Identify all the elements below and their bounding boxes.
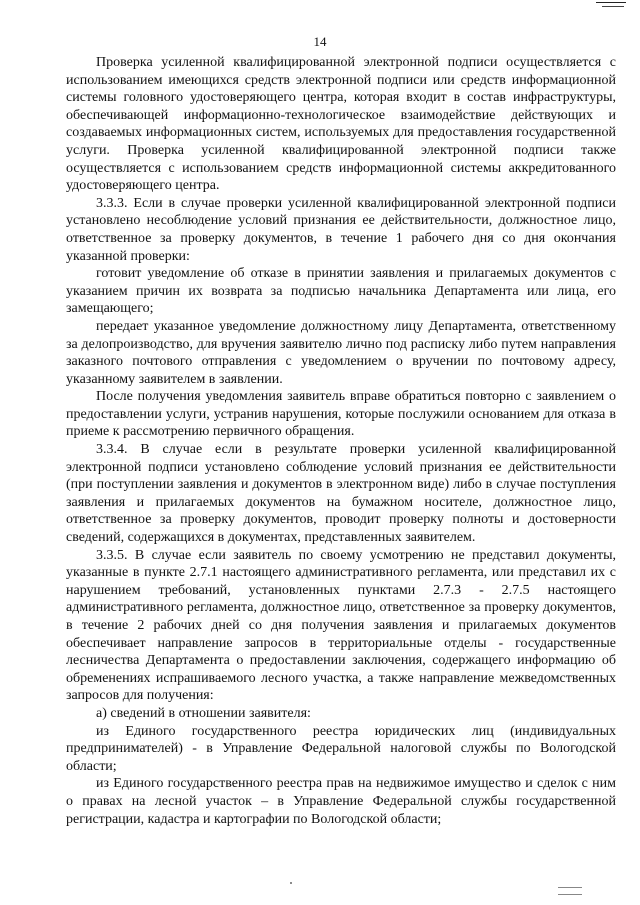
document-body bbox=[66, 54, 616, 828]
page-number: 14 bbox=[313, 34, 327, 49]
paragraph-repeat-application: После получения уведомления заявитель вправе обратиться повторно с заявлением о предоставлении услуги, устранив нарушения, которые послужили основанием для отказа в приеме к рассмотрению первичного обращения. bbox=[66, 389, 616, 440]
paragraph-prepare-notice: готовит уведомление об отказе в принятии заявления и прилагаемых документов с указанием причин их возврата за подписью начальника Департамента или лица, его замещающего; bbox=[66, 266, 616, 317]
paragraph-3-3-4: 3.3.4. В случае если в результате проверки усиленной квалифицированной электронной подписи установлено соблюдение условий признания ее действительности (при поступлении заявления и документов в электронном виде) либо в случае поступления заявления и прилагаемых документов на бумажном носителе, должностное лицо, ответственное за проверку документов, проводит проверку полноты и достоверности сведений, содержащихся в документах, представленных заявителем. bbox=[66, 442, 616, 546]
paragraph-egrul: из Единого государственного реестра юридических лиц (индивидуальных предпринимателей) - в Управление Федеральной налоговой службы по Вологодской области; bbox=[66, 723, 616, 774]
scan-speck bbox=[290, 882, 292, 884]
paragraph-3-3-5: 3.3.5. В случае если заявитель по своему усмотрению не представил документы, указанные в пункте 2.7.1 настоящего административного регламента, или представил их с нарушением требований, установленных пунктами 2.7.3 - 2.7.5 настоящего административного регламента, должностное лицо, ответственное за проверку документов, в течение 2 рабочих дней со дня получения заявления и прилагаемых документов обеспечивает направление запросов в территориальные отделы - государственные лесничества Департамента о предоставлении заключения, содержащего информацию об обременениях испрашиваемого лесного участка, а также направление межведомственных запросов для получения: bbox=[66, 547, 616, 704]
paragraph-3-3-3: 3.3.3. Если в случае проверки усиленной квалифицированной электронной подписи установлено несоблюдение условий признания ее действительности, должностное лицо, ответственное за проверку документов, в течение 1 рабочего дня со дня окончания указанной проверки: bbox=[66, 195, 616, 264]
paragraph-signature-verification: Проверка усиленной квалифицированной электронной подписи осуществляется с использованием имеющихся средств электронной подписи или средств информационной системы головного удостоверяющего центра, которая входит в состав инфраструктуры, обеспечивающей информационно-технологическое взаимодействие действующих и создаваемых информационных систем, используемых для предоставления государственной услуги. Проверка усиленной квалифицированной электронной подписи также осуществляется с использованием средств информационной системы аккредитованного удостоверяющего центра. bbox=[66, 55, 616, 194]
scan-corner-mark bbox=[596, 2, 626, 3]
paragraph-item-a: а) сведений в отношении заявителя: bbox=[96, 705, 311, 721]
paragraph-transfer-notice: передает указанное уведомление должностному лицу Департамента, ответственному за делопроизводство, для вручения заявителю лично под расписку либо путем направления заказного почтового отправления с уведомлением о вручении по почтовому адресу, указанному заявителем в заявлении. bbox=[66, 318, 616, 387]
paragraph-egrp: из Единого государственного реестра прав на недвижимое имущество и сделок с ним о правах на лесной участок – в Управление Федеральной службы государственной регистрации, кадастра и картографии по Вологодской области; bbox=[66, 776, 616, 827]
scan-bottom-mark bbox=[558, 887, 582, 895]
